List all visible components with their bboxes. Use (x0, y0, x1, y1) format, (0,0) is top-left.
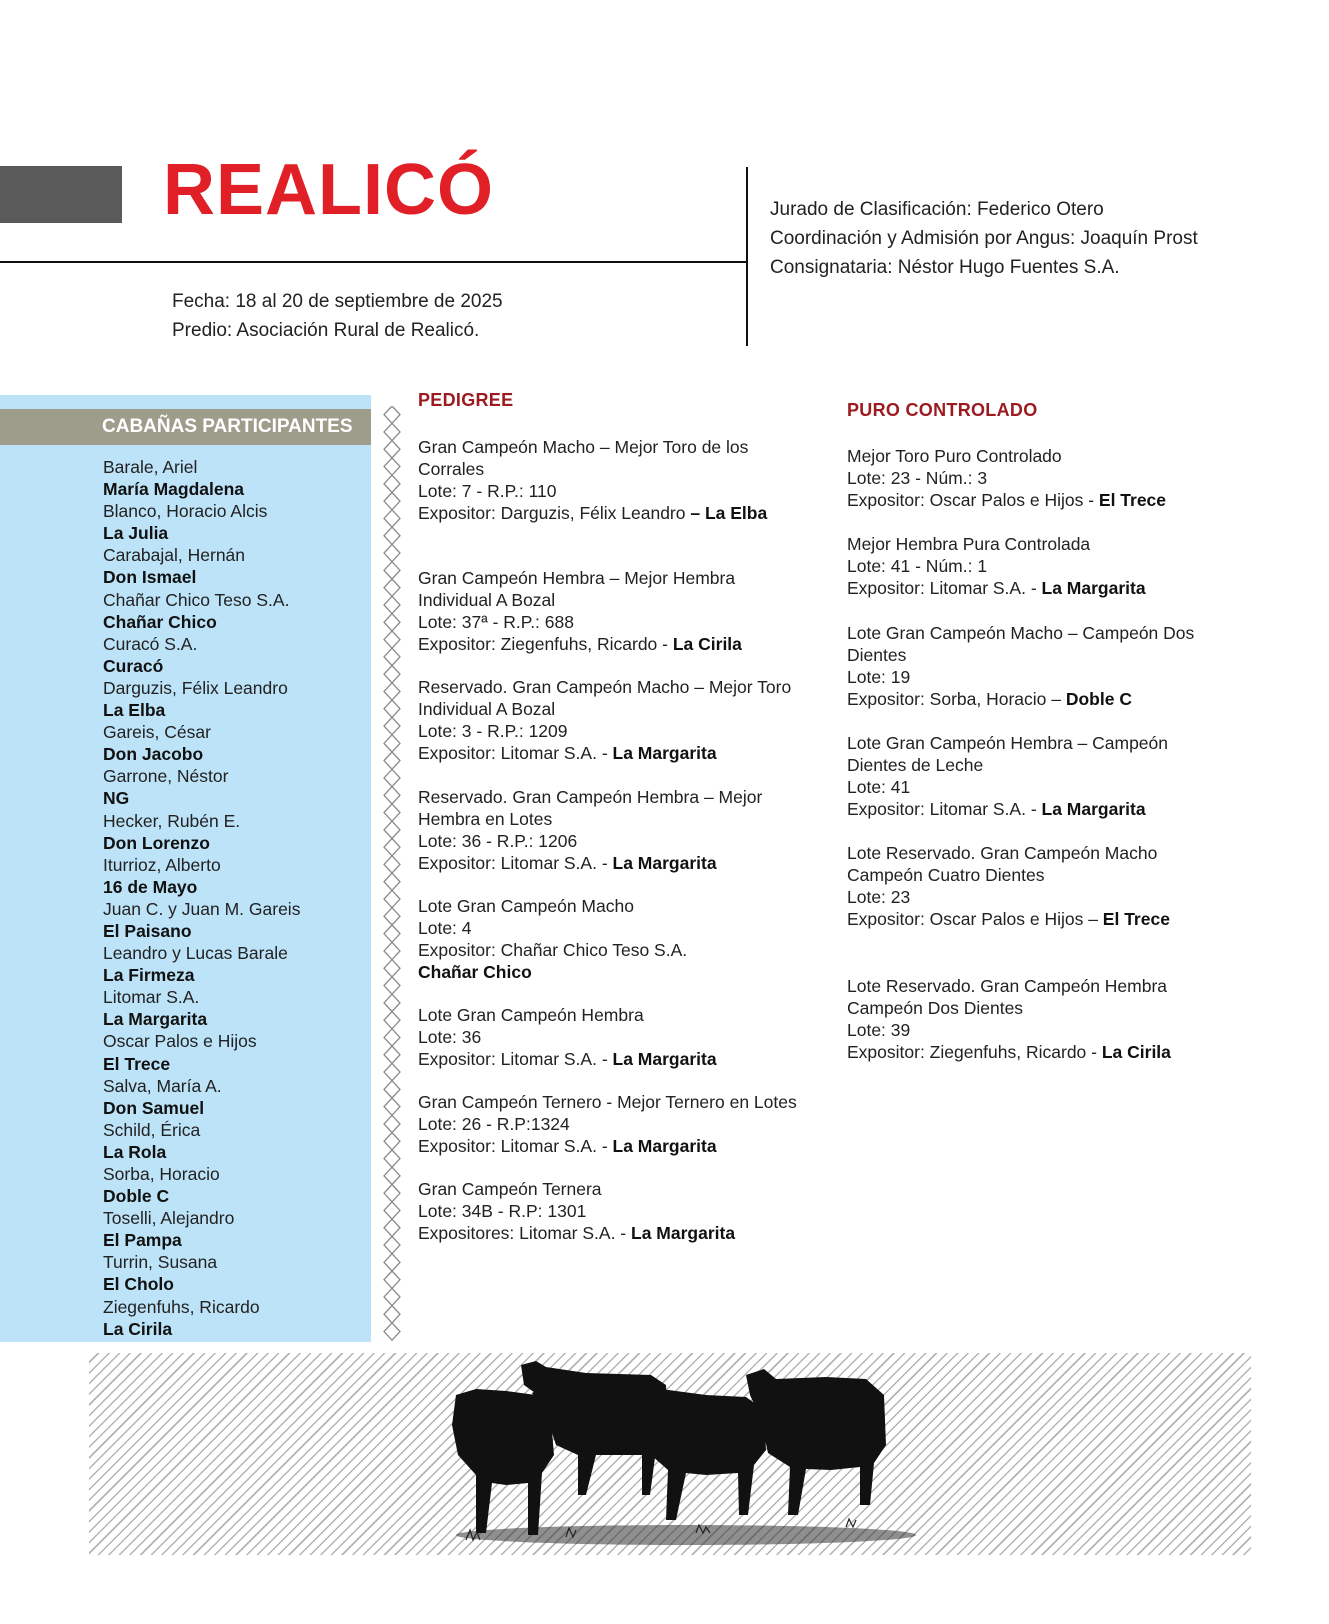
cabana-owner: Leandro y Lucas Barale (103, 943, 288, 964)
award-title: Lote Gran Campeón Macho – Campeón Dos Dientes (847, 623, 1195, 665)
award-brand: La Margarita (612, 743, 717, 763)
award-brand: La Margarita (1041, 578, 1146, 598)
award-expositor: Expositores: Litomar S.A. - La Margarita (418, 1223, 736, 1243)
diamond-link (384, 994, 400, 1011)
diamond-link (384, 1323, 400, 1340)
cabana-brand: Doble C (103, 1186, 170, 1207)
cabana-owner: Darguzis, Félix Leandro (103, 677, 288, 698)
award-brand: La Margarita (612, 853, 717, 873)
diamond-link (384, 700, 400, 717)
award-title: Gran Campeón Ternero - Mejor Ternero en Lotes (418, 1092, 797, 1112)
angus-cattle-illustration (446, 1355, 926, 1555)
diamond-link (384, 1063, 400, 1080)
cabana-owner: Gareis, César (103, 722, 211, 743)
diamond-link (384, 562, 400, 579)
diamond-link (384, 631, 400, 648)
award-expositor: Expositor: Litomar S.A. - La Margarita (847, 799, 1146, 819)
cabana-brand: La Cirila (103, 1318, 173, 1339)
diamond-link (384, 596, 400, 613)
header-vertical-rule (746, 167, 748, 346)
award-expositor: Expositor: Darguzis, Félix Leandro – La Elba (418, 503, 768, 523)
diamond-link (384, 1012, 400, 1029)
diamond-link (384, 1271, 400, 1288)
diamond-link (384, 683, 400, 700)
award-lote: Lote: 4 (418, 918, 472, 938)
pedigree-award (418, 786, 793, 874)
cabana-brand: María Magdalena (103, 479, 245, 500)
cabana-brand: NG (103, 788, 130, 809)
award-title: Lote Gran Campeón Hembra (418, 1005, 644, 1025)
award-lote: Lote: 34B - R.P: 1301 (418, 1201, 587, 1221)
pedigree-title: PEDIGREE (418, 390, 514, 410)
diamond-link (384, 1202, 400, 1219)
diamond-link (384, 1185, 400, 1202)
diamond-link (384, 544, 400, 561)
puro-controlado-award (847, 732, 1222, 820)
award-expositor: Expositor: Chañar Chico Teso S.A. (418, 940, 688, 960)
cabana-owner: Schild, Érica (103, 1119, 201, 1140)
cabana-owner: Blanco, Horacio Alcis (103, 501, 268, 522)
diamond-link (384, 527, 400, 544)
puro-controlado-title: PURO CONTROLADO (847, 400, 1038, 420)
award-expositor: Expositor: Litomar S.A. - La Margarita (847, 578, 1146, 598)
cabana-brand: El Trece (103, 1053, 171, 1074)
cabana-brand: Chañar Chico (103, 611, 217, 632)
diamond-link (384, 839, 400, 856)
puro-controlado-award (847, 445, 1222, 511)
diamond-link (384, 1029, 400, 1046)
diamond-link (384, 769, 400, 786)
diamond-link (384, 1133, 400, 1150)
pedigree-award (418, 567, 793, 655)
diamond-link (384, 666, 400, 683)
cabana-owner: Chañar Chico Teso S.A. (103, 589, 290, 610)
pedigree-award (418, 1178, 793, 1244)
award-title: Reservado. Gran Campeón Hembra – Mejor Hembra en Lotes (418, 787, 763, 829)
cabana-brand: El Cholo (103, 1274, 174, 1295)
cabana-brand: Don Samuel (103, 1097, 205, 1118)
award-expositor: Expositor: Ziegenfuhs, Ricardo - La Cirila (847, 1042, 1171, 1062)
award-expositor: Expositor: Oscar Palos e Hijos – El Trece (847, 909, 1170, 929)
cabana-owner: Sorba, Horacio (103, 1164, 220, 1184)
cabana-owner: Salva, María A. (103, 1075, 222, 1096)
award-lote: Lote: 19 (847, 667, 911, 687)
award-lote: Lote: 37ª - R.P.: 688 (418, 612, 574, 632)
award-lote: Lote: 41 (847, 777, 911, 797)
award-brand: Doble C (1065, 689, 1132, 709)
diamond-link (384, 735, 400, 752)
diamond-link (384, 441, 400, 458)
event-date: Fecha: 18 al 20 de septiembre de 2025 (172, 291, 503, 312)
event-credits (770, 195, 1198, 282)
diamond-link (384, 1288, 400, 1305)
diamond-link (384, 925, 400, 942)
award-expositor: Expositor: Litomar S.A. - La Margarita (418, 1136, 717, 1156)
diamond-chain-divider (382, 406, 402, 1341)
award-title: Mejor Hembra Pura Controlada (847, 534, 1091, 554)
award-brand: La Margarita (631, 1223, 736, 1243)
pedigree-award (418, 895, 793, 983)
award-title: Lote Gran Campeón Macho (418, 896, 634, 916)
puro-controlado-award (847, 842, 1222, 930)
credit-consignataria: Consignataria: Néstor Hugo Fuentes S.A. (770, 257, 1120, 278)
diamond-link (384, 510, 400, 527)
cabana-owner: Hecker, Rubén E. (103, 810, 241, 831)
event-info (172, 287, 503, 345)
diamond-link (384, 960, 400, 977)
cabanas-list (103, 456, 300, 1340)
diamond-link (384, 493, 400, 510)
award-expositor: Expositor: Litomar S.A. - La Margarita (418, 743, 717, 763)
header-gray-block (0, 166, 122, 223)
diamond-link (384, 1115, 400, 1132)
award-expositor: Expositor: Oscar Palos e Hijos - El Trece (847, 490, 1167, 510)
award-expositor: Expositor: Sorba, Horacio – Doble C (847, 689, 1132, 709)
puro-controlado-award (847, 533, 1222, 599)
award-brand: La Margarita (612, 1136, 717, 1156)
cabana-brand: 16 de Mayo (103, 876, 198, 897)
award-lote: Lote: 26 - R.P:1324 (418, 1114, 570, 1134)
diamond-link (384, 1081, 400, 1098)
award-lote: Lote: 7 - R.P.: 110 (418, 481, 557, 501)
diamond-link (384, 856, 400, 873)
diamond-link (384, 1046, 400, 1063)
award-brand: El Trece (1098, 490, 1167, 510)
award-expositor: Expositor: Litomar S.A. - La Margarita (418, 853, 717, 873)
award-brand: La Margarita (612, 1049, 717, 1069)
diamond-link (384, 890, 400, 907)
award-lote: Lote: 36 (418, 1027, 482, 1047)
cabana-owner: Garrone, Néstor (103, 766, 229, 787)
award-title: Lote Reservado. Gran Campeón Macho Campeón Cuatro Dientes (847, 843, 1158, 885)
cabana-brand: Don Jacobo (103, 744, 204, 765)
award-title: Reservado. Gran Campeón Macho – Mejor Toro Individual A Bozal (418, 677, 792, 719)
cabana-brand: El Pampa (103, 1230, 182, 1251)
pedigree-award (418, 676, 793, 764)
award-brand: La Cirila (672, 634, 742, 654)
cabana-brand: Don Ismael (103, 567, 197, 588)
diamond-link (384, 579, 400, 596)
cabana-brand: Don Lorenzo (103, 832, 210, 853)
puro-controlado-award (847, 975, 1222, 1063)
award-expositor: Expositor: Ziegenfuhs, Ricardo - La Cirila (418, 634, 742, 654)
award-lote: Lote: 39 (847, 1020, 911, 1040)
cabana-owner: Turrin, Susana (103, 1252, 218, 1273)
credit-coordinacion: Coordinación y Admisión por Angus: Joaquín Prost (770, 228, 1198, 249)
cabana-owner: Litomar S.A. (103, 987, 200, 1008)
cabana-owner: Curacó S.A. (103, 633, 198, 654)
award-lote: Lote: 3 - R.P.: 1209 (418, 721, 568, 741)
cabana-owner: Barale, Ariel (103, 457, 198, 477)
diamond-link (384, 908, 400, 925)
credit-jurado: Jurado de Clasificación: Federico Otero (770, 199, 1104, 220)
diamond-link (384, 942, 400, 959)
award-title: Gran Campeón Ternera (418, 1179, 602, 1199)
diamond-link (384, 648, 400, 665)
cabanas-sidebar (0, 395, 371, 1342)
header-horizontal-rule (0, 261, 748, 263)
diamond-link (384, 1098, 400, 1115)
award-lote: Lote: 23 - Núm.: 3 (847, 468, 988, 488)
cabana-owner: Juan C. y Juan M. Gareis (103, 898, 301, 919)
award-title: Lote Gran Campeón Hembra – Campeón Dientes de Leche (847, 733, 1169, 775)
cabana-brand: La Rola (103, 1141, 167, 1162)
award-brand: Chañar Chico (418, 962, 532, 982)
diamond-link (384, 752, 400, 769)
diamond-link (384, 614, 400, 631)
cabana-brand: Curacó (103, 655, 164, 676)
diamond-link (384, 1306, 400, 1323)
award-brand: La Cirila (1101, 1042, 1171, 1062)
award-lote: Lote: 23 (847, 887, 911, 907)
diamond-link (384, 1150, 400, 1167)
event-venue: Predio: Asociación Rural de Realicó. (172, 320, 480, 341)
award-lote: Lote: 36 - R.P.: 1206 (418, 831, 578, 851)
diamond-link (384, 804, 400, 821)
diamond-link (384, 821, 400, 838)
award-lote: Lote: 41 - Núm.: 1 (847, 556, 988, 576)
cabana-brand: La Firmeza (103, 965, 195, 986)
diamond-link (384, 1236, 400, 1253)
award-title: Gran Campeón Hembra – Mejor Hembra Individual A Bozal (418, 568, 736, 610)
cabana-brand: La Julia (103, 523, 169, 544)
pedigree-award (418, 436, 793, 524)
diamond-link (384, 787, 400, 804)
cabanas-title: CABAÑAS PARTICIPANTES (0, 409, 371, 445)
diamond-link (384, 475, 400, 492)
diamond-link (384, 1219, 400, 1236)
cabana-brand: La Margarita (103, 1009, 208, 1030)
cabana-owner: Carabajal, Hernán (103, 545, 246, 566)
cabana-brand: La Elba (103, 700, 166, 721)
cabana-owner: Toselli, Alejandro (103, 1208, 235, 1229)
diamond-link (384, 406, 400, 423)
cabana-owner: Ziegenfuhs, Ricardo (103, 1296, 260, 1317)
award-brand: – La Elba (690, 503, 768, 523)
diamond-link (384, 873, 400, 890)
award-title: Gran Campeón Macho – Mejor Toro de los Corrales (418, 437, 749, 479)
page-title: REALICÓ (163, 150, 494, 230)
cabana-owner: Iturrioz, Alberto (103, 854, 221, 875)
diamond-link (384, 977, 400, 994)
award-title: Lote Reservado. Gran Campeón Hembra Campeón Dos Dientes (847, 976, 1168, 1018)
award-brand: La Margarita (1041, 799, 1146, 819)
diamond-link (384, 458, 400, 475)
cabana-owner: Oscar Palos e Hijos (103, 1031, 257, 1052)
diamond-link (384, 717, 400, 734)
award-expositor: Expositor: Litomar S.A. - La Margarita (418, 1049, 717, 1069)
pedigree-award (418, 1091, 838, 1157)
diamond-link (384, 1254, 400, 1271)
award-brand: El Trece (1102, 909, 1170, 929)
diamond-link (384, 1167, 400, 1184)
award-title: Mejor Toro Puro Controlado (847, 446, 1062, 466)
pedigree-award (418, 1004, 793, 1070)
cabana-brand: El Paisano (103, 920, 192, 941)
diamond-link (384, 423, 400, 440)
puro-controlado-award (847, 622, 1222, 710)
